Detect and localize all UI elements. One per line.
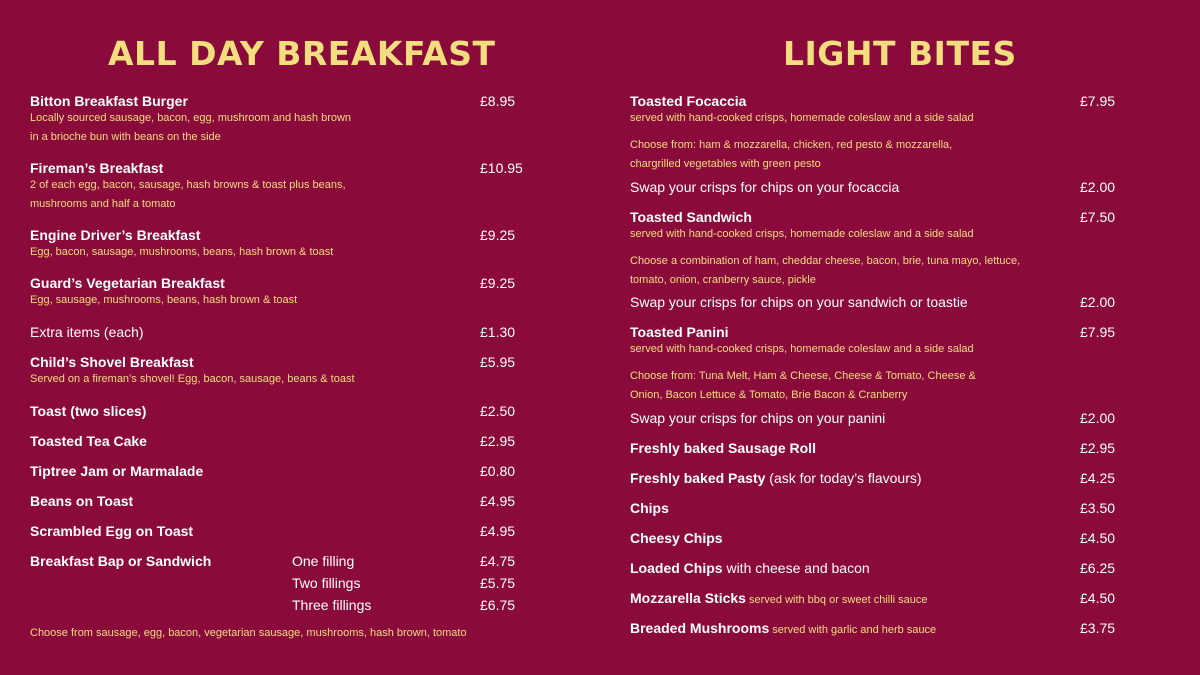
breakfast-heading: ALL DAY BREAKFAST bbox=[108, 34, 496, 73]
menu-item-cheesy-chips bbox=[630, 530, 1120, 546]
menu-item-bitton-burger bbox=[30, 93, 530, 147]
item-name-text: Breaded Mushrooms bbox=[630, 620, 770, 636]
item-note: served with garlic and herb sauce bbox=[769, 624, 937, 636]
item-name: Breakfast Bap or Sandwich bbox=[30, 553, 212, 569]
item-choices: chargrilled vegetables with green pesto bbox=[630, 158, 821, 170]
menu-item-focaccia-swap bbox=[630, 179, 1120, 195]
item-description: Egg, bacon, sausage, mushrooms, beans, hash brown & toast bbox=[30, 246, 334, 258]
item-price: £2.00 bbox=[1080, 410, 1116, 426]
item-price: £1.30 bbox=[480, 324, 516, 340]
item-name: Swap your crisps for chips on your sandwich or toastie bbox=[630, 294, 968, 310]
item-choices: Onion, Bacon Lettuce & Tomato, Brie Bacon & Cranberry bbox=[630, 389, 908, 401]
item-price: £0.80 bbox=[480, 463, 516, 479]
item-name: Chips bbox=[630, 500, 669, 516]
item-name bbox=[630, 470, 1120, 486]
bap-fillings-note: Choose from sausage, egg, bacon, vegetarian sausage, mushrooms, hash brown, tomato bbox=[30, 627, 467, 639]
item-description: 2 of each egg, bacon, sausage, hash browns & toast plus beans, bbox=[30, 179, 346, 191]
item-price: £9.25 bbox=[480, 227, 516, 243]
item-description: served with hand-cooked crisps, homemade coleslaw and a side salad bbox=[630, 112, 974, 124]
item-name: Guard’s Vegetarian Breakfast bbox=[30, 275, 225, 291]
option-price: £4.75 bbox=[480, 553, 516, 569]
option-label: Two fillings bbox=[292, 575, 361, 591]
item-price: £9.25 bbox=[480, 275, 516, 291]
menu-item-scrambled-egg bbox=[30, 523, 530, 539]
item-price: £8.95 bbox=[480, 93, 516, 109]
item-choices: Choose from: Tuna Melt, Ham & Cheese, Cheese & Tomato, Cheese & bbox=[630, 370, 976, 382]
item-note: with cheese and bacon bbox=[722, 560, 870, 576]
menu-item-toasted-focaccia bbox=[630, 93, 1120, 174]
item-price: £3.75 bbox=[1080, 620, 1116, 636]
menu-item-loaded-chips bbox=[630, 560, 1120, 576]
item-price: £4.25 bbox=[1080, 470, 1116, 486]
item-name: Swap your crisps for chips on your focaccia bbox=[630, 179, 900, 195]
menu-item-panini-swap bbox=[630, 410, 1120, 426]
item-price: £7.95 bbox=[1080, 324, 1116, 340]
item-price: £4.95 bbox=[480, 523, 516, 539]
item-price: £2.95 bbox=[1080, 440, 1116, 456]
item-price: £7.95 bbox=[1080, 93, 1116, 109]
item-choices: Choose from: ham & mozzarella, chicken, red pesto & mozzarella, bbox=[630, 139, 953, 151]
item-name: Bitton Breakfast Burger bbox=[30, 93, 188, 109]
menu-item-beans-on-toast bbox=[30, 493, 530, 509]
item-price: £6.25 bbox=[1080, 560, 1116, 576]
item-price: £2.95 bbox=[480, 433, 516, 449]
menu-item-pasty bbox=[630, 470, 1120, 486]
item-note: (ask for today’s flavours) bbox=[765, 470, 922, 486]
item-name: Scrambled Egg on Toast bbox=[30, 523, 194, 539]
item-price: £7.50 bbox=[1080, 209, 1116, 225]
item-description: served with hand-cooked crisps, homemade coleslaw and a side salad bbox=[630, 228, 974, 240]
menu-item-child-shovel bbox=[30, 354, 530, 389]
item-name: Freshly baked Sausage Roll bbox=[630, 440, 816, 456]
option-price: £5.75 bbox=[480, 575, 516, 591]
item-name-text: Mozzarella Sticks bbox=[630, 590, 746, 606]
light-bites-heading: LIGHT BITES bbox=[783, 34, 1017, 73]
item-name: Toasted Tea Cake bbox=[30, 433, 147, 449]
item-name: Toasted Focaccia bbox=[630, 93, 747, 109]
item-name: Extra items (each) bbox=[30, 324, 144, 340]
item-name: Toasted Sandwich bbox=[630, 209, 752, 225]
option-label: Three fillings bbox=[292, 597, 372, 613]
option-label: One filling bbox=[292, 553, 355, 569]
item-name: Beans on Toast bbox=[30, 493, 134, 509]
item-description: in a brioche bun with beans on the side bbox=[30, 131, 221, 143]
menu-item-fireman bbox=[30, 160, 530, 214]
menu-item-sausage-roll bbox=[630, 440, 1120, 456]
item-price: £2.50 bbox=[480, 403, 516, 419]
menu-item-toast bbox=[30, 403, 530, 419]
menu-item-toasted-panini bbox=[630, 324, 1120, 405]
item-name: Toasted Panini bbox=[630, 324, 729, 340]
item-price: £3.50 bbox=[1080, 500, 1116, 516]
item-name bbox=[630, 560, 1120, 576]
item-name-text: Loaded Chips bbox=[630, 560, 723, 576]
item-name: Cheesy Chips bbox=[630, 530, 723, 546]
menu-item-tea-cake bbox=[30, 433, 530, 449]
menu-item-guard-vegetarian bbox=[30, 275, 530, 310]
item-name: Engine Driver’s Breakfast bbox=[30, 227, 201, 243]
item-price: £10.95 bbox=[480, 160, 523, 176]
item-name: Swap your crisps for chips on your panini bbox=[630, 410, 886, 426]
menu-item-jam bbox=[30, 463, 530, 479]
menu-item-toasted-sandwich bbox=[630, 209, 1120, 290]
menu-item-extra-items bbox=[30, 324, 530, 340]
item-name bbox=[630, 590, 1120, 606]
item-name: Tiptree Jam or Marmalade bbox=[30, 463, 204, 479]
item-choices: Choose a combination of ham, cheddar cheese, bacon, brie, tuna mayo, lettuce, bbox=[630, 255, 1021, 267]
item-price: £2.00 bbox=[1080, 294, 1116, 310]
option-price: £6.75 bbox=[480, 597, 516, 613]
item-name-text: Freshly baked Pasty bbox=[630, 470, 766, 486]
item-description: Served on a fireman’s shovel! Egg, bacon, sausage, beans & toast bbox=[30, 373, 355, 385]
item-description: Locally sourced sausage, bacon, egg, mushroom and hash brown bbox=[30, 112, 352, 124]
item-price: £4.95 bbox=[480, 493, 516, 509]
item-choices: tomato, onion, cranberry sauce, pickle bbox=[630, 274, 816, 286]
menu-item-breakfast-bap bbox=[30, 553, 530, 623]
item-description: Egg, sausage, mushrooms, beans, hash brown & toast bbox=[30, 294, 298, 306]
item-price: £4.50 bbox=[1080, 530, 1116, 546]
item-name: Fireman’s Breakfast bbox=[30, 160, 164, 176]
menu-item-mozzarella-sticks bbox=[630, 590, 1120, 606]
menu-item-breaded-mushrooms bbox=[630, 620, 1120, 636]
item-name: Child’s Shovel Breakfast bbox=[30, 354, 194, 370]
item-price: £2.00 bbox=[1080, 179, 1116, 195]
item-price: £4.50 bbox=[1080, 590, 1116, 606]
item-price: £5.95 bbox=[480, 354, 516, 370]
item-name: Toast (two slices) bbox=[30, 403, 147, 419]
menu-item-engine-driver bbox=[30, 227, 530, 262]
item-note: served with bbq or sweet chilli sauce bbox=[745, 594, 928, 606]
item-description: served with hand-cooked crisps, homemade coleslaw and a side salad bbox=[630, 343, 974, 355]
menu-item-chips bbox=[630, 500, 1120, 516]
menu-item-sandwich-swap bbox=[630, 294, 1120, 310]
item-name bbox=[630, 620, 1120, 636]
item-description: mushrooms and half a tomato bbox=[30, 198, 176, 210]
